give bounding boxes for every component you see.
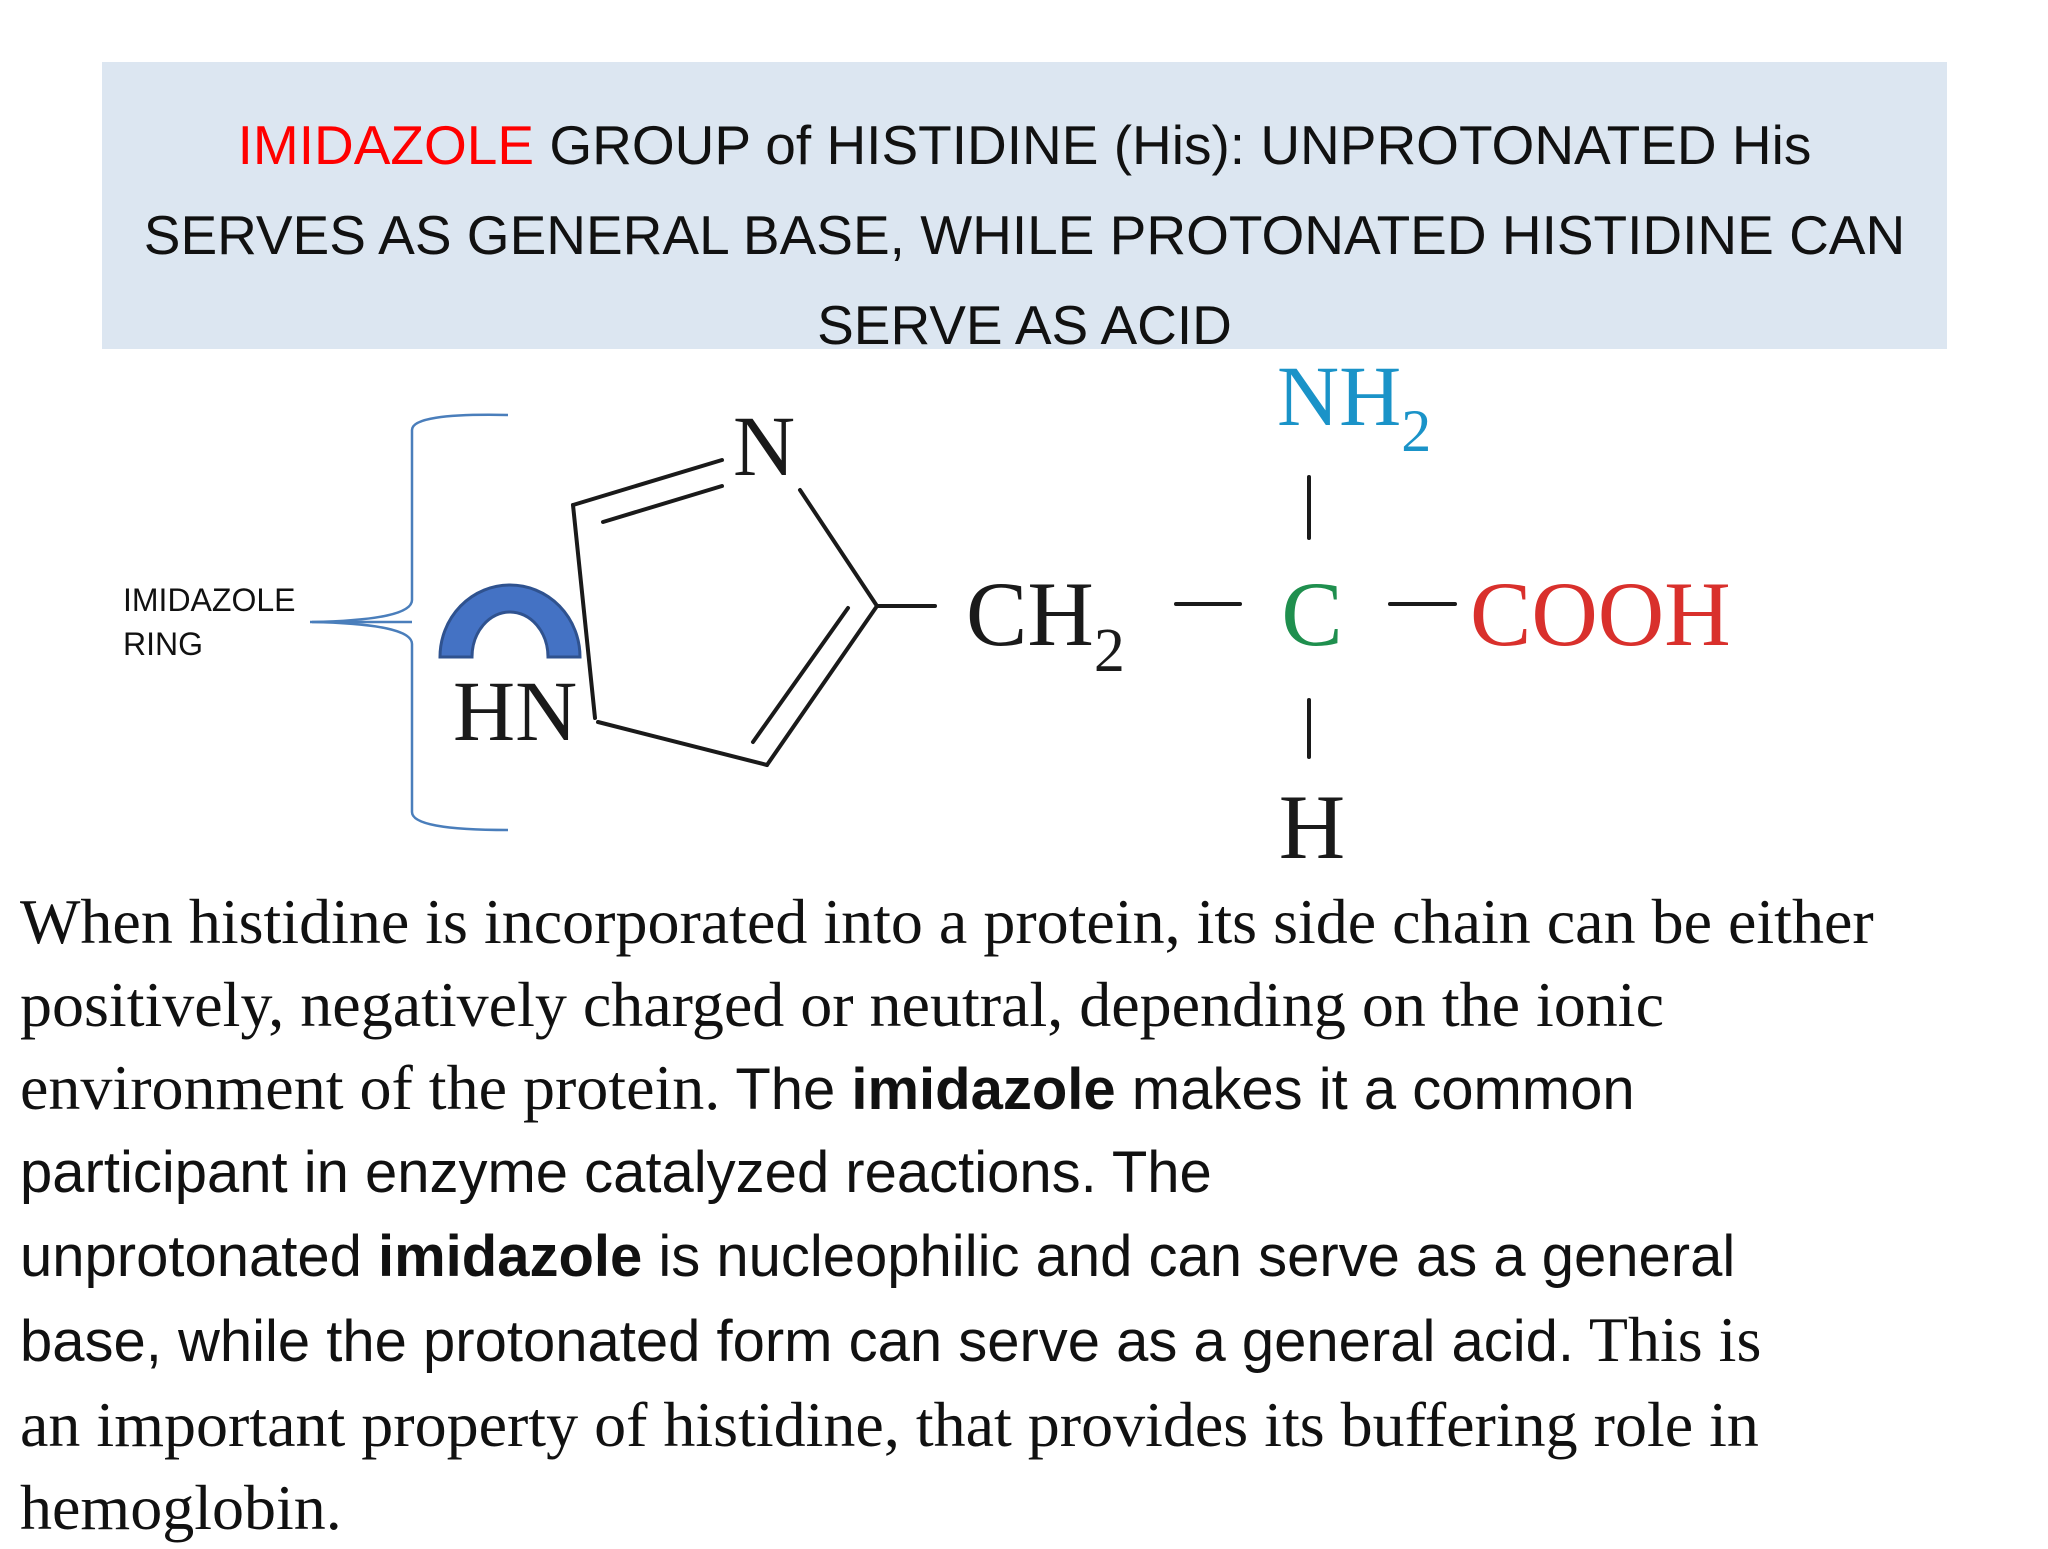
ring-label-line-2: RING — [123, 626, 203, 662]
body-line-3-b: The — [720, 1057, 852, 1122]
amine-subscript: 2 — [1401, 398, 1432, 464]
body-line-6-a: base, while the protonated form can serve as a general acid. — [20, 1309, 1575, 1374]
title-line-3: SERVE AS ACID — [817, 294, 1232, 356]
hydrogen-atom: H — [1278, 776, 1346, 878]
alpha-carbon: C — [1281, 563, 1343, 665]
body-line-5-c: is nucleophilic and can serve as a general — [642, 1224, 1736, 1289]
highlight-arc — [440, 585, 580, 657]
bond-n3-c4 — [800, 490, 877, 606]
bond-c4-c5 — [767, 606, 877, 765]
body-line-3-bold: imidazole — [851, 1057, 1116, 1122]
body-line-7: an important property of histidine, that provides its buffering role in — [20, 1389, 1759, 1460]
title-line-1 — [102, 100, 1947, 190]
atom-hn: HN — [453, 663, 578, 759]
bond-c5-n1 — [598, 722, 767, 765]
bond-c2-n3 — [573, 460, 722, 505]
body-line-8: hemoglobin. — [20, 1472, 342, 1543]
body-line-2: positively, negatively charged or neutral, depending on the ionic — [20, 969, 1664, 1040]
bond-c4-c5-double — [753, 608, 848, 742]
ch2-group — [966, 563, 1125, 685]
body-line-1: When histidine is incorporated into a protein, its side chain can be either — [20, 886, 1874, 957]
carboxyl-group: COOH — [1470, 563, 1731, 665]
ring-label-line-1: IMIDAZOLE — [123, 582, 296, 618]
imidazole-ring-label — [123, 578, 295, 666]
body-line-3-a: environment of the protein. — [20, 1052, 721, 1123]
body-line-5-bold: imidazole — [377, 1224, 643, 1289]
body-paragraph — [20, 880, 2048, 1549]
body-line-5 — [20, 1214, 2048, 1298]
body-line-5-a: unprotonated — [20, 1224, 378, 1289]
ch2-label: CH — [966, 563, 1094, 665]
title-highlight: IMIDAZOLE — [237, 114, 535, 176]
slide-title — [102, 100, 1947, 370]
body-line-3 — [20, 1046, 2048, 1131]
title-line-2: SERVES AS GENERAL BASE, WHILE PROTONATED HISTIDINE CAN — [143, 204, 1906, 266]
amine-label: NH — [1277, 348, 1402, 444]
histidine-structure — [0, 340, 2048, 880]
ch2-subscript: 2 — [1093, 617, 1125, 685]
body-line-3-d: makes it a common — [1115, 1057, 1635, 1122]
body-line-6-b: This is — [1574, 1304, 1762, 1375]
body-line-4: participant in enzyme catalyzed reactions. The — [20, 1140, 1212, 1205]
ring-label-connector — [300, 612, 420, 632]
body-line-6 — [20, 1298, 2048, 1383]
atom-n: N — [732, 398, 796, 494]
amine-group — [1277, 348, 1431, 464]
title-line-1-rest: GROUP of HISTIDINE (His): UNPROTONATED His — [534, 114, 1812, 176]
